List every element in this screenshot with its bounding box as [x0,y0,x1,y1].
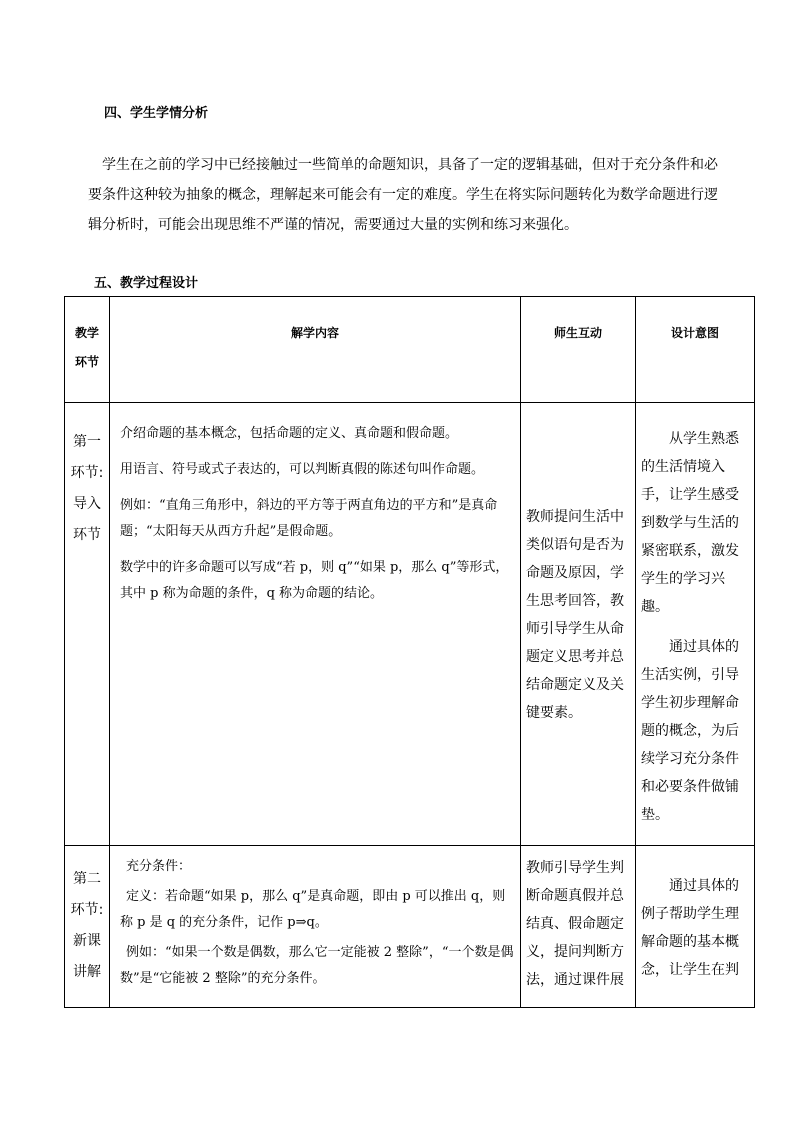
row2-stage-line: 第二 [73,871,101,887]
row1-content-para: 用语言、符号或式子表达的，可以判断真假的陈述句叫作命题。 [120,462,485,477]
row2-stage [65,846,110,1008]
header-stage-line2: 环节 [74,355,99,369]
row2-intent [636,846,755,1008]
header-stage [65,297,110,403]
header-interaction: 师生互动 [521,297,636,403]
row1-intent-para: 通过具体的生活实例，引导学生初步理解命题的概念，为后续学习充分条件和必要条件做铺垫。 [641,639,739,823]
header-content: 解学内容 [110,297,521,403]
section4-heading: 四、学生学情分析 [104,106,209,121]
table-row [65,403,755,846]
header-intent: 设计意图 [636,297,755,403]
row1-stage-line: 导入 [73,496,101,512]
row2-content-para: 例如：“如果一个数是偶数，那么它一定能被 2 整除”，“一个数是偶数”是“它能被 2 整除”的充分条件。 [120,945,514,986]
row1-content-para: 数学中的许多命题可以写成“若 p，则 q”“如果 p，那么 q”等形式，其中 p 称为命题的条件，q 称为命题的结论。 [120,560,509,601]
row2-content-para: 定义：若命题“如果 p，那么 q”是真命题，即由 p 可以推出 q，则称 p 是 q 的充分条件，记作 p⇒q。 [120,889,506,930]
table-row [65,846,755,1008]
row1-intent-para: 从学生熟悉的生活情境入手，让学生感受到数学与生活的紧密联系，激发学生的学习兴趣。 [641,431,739,615]
row1-interaction: 教师提问生活中类似语句是否为命题及原因，学生思考回答，教师引导学生从命题定义思考并总结命题定义及关键要素。 [521,403,636,846]
section5-heading: 五、教学过程设计 [94,276,199,291]
row2-intent-para: 通过具体的例子帮助学生理解命题的基本概念，让学生在判 [641,878,739,978]
row1-stage-line: 环节 [73,527,101,543]
row1-intent [636,403,755,846]
row2-content-para: 充分条件： [126,859,192,874]
table-header-row [65,297,755,403]
row2-content [110,846,521,1008]
row1-stage-line: 第一 [73,434,101,450]
row1-stage [65,403,110,846]
row2-stage-line: 环节: [70,902,104,918]
row2-interaction: 教师引导学生判断命题真假并总结真、假命题定义，提问判断方法，通过课件展 [521,846,636,1008]
row2-stage-line: 讲解 [73,964,101,980]
section4-paragraph: 学生在之前的学习中已经接触过一些简单的命题知识，具备了一定的逻辑基础，但对于充分条件和必要条件这种较为抽象的概念，理解起来可能会有一定的难度。学生在将实际问题转化为数学命题进行逻辑分析时，可能会出现思维不严谨的情况，需要通过大量的实例和练习来强化。 [88,157,718,233]
row1-content-para: 例如：“直角三角形中，斜边的平方等于两直角边的平方和”是真命题；“太阳每天从西方升起”是假命题。 [120,498,498,539]
row1-content [110,403,521,846]
row1-stage-line: 环节: [70,465,104,481]
teaching-process-table [64,296,755,1008]
row2-stage-line: 新课 [73,933,101,949]
header-stage-line1: 教学 [74,326,99,340]
row1-content-para: 介绍命题的基本概念，包括命题的定义、真命题和假命题。 [120,426,459,441]
